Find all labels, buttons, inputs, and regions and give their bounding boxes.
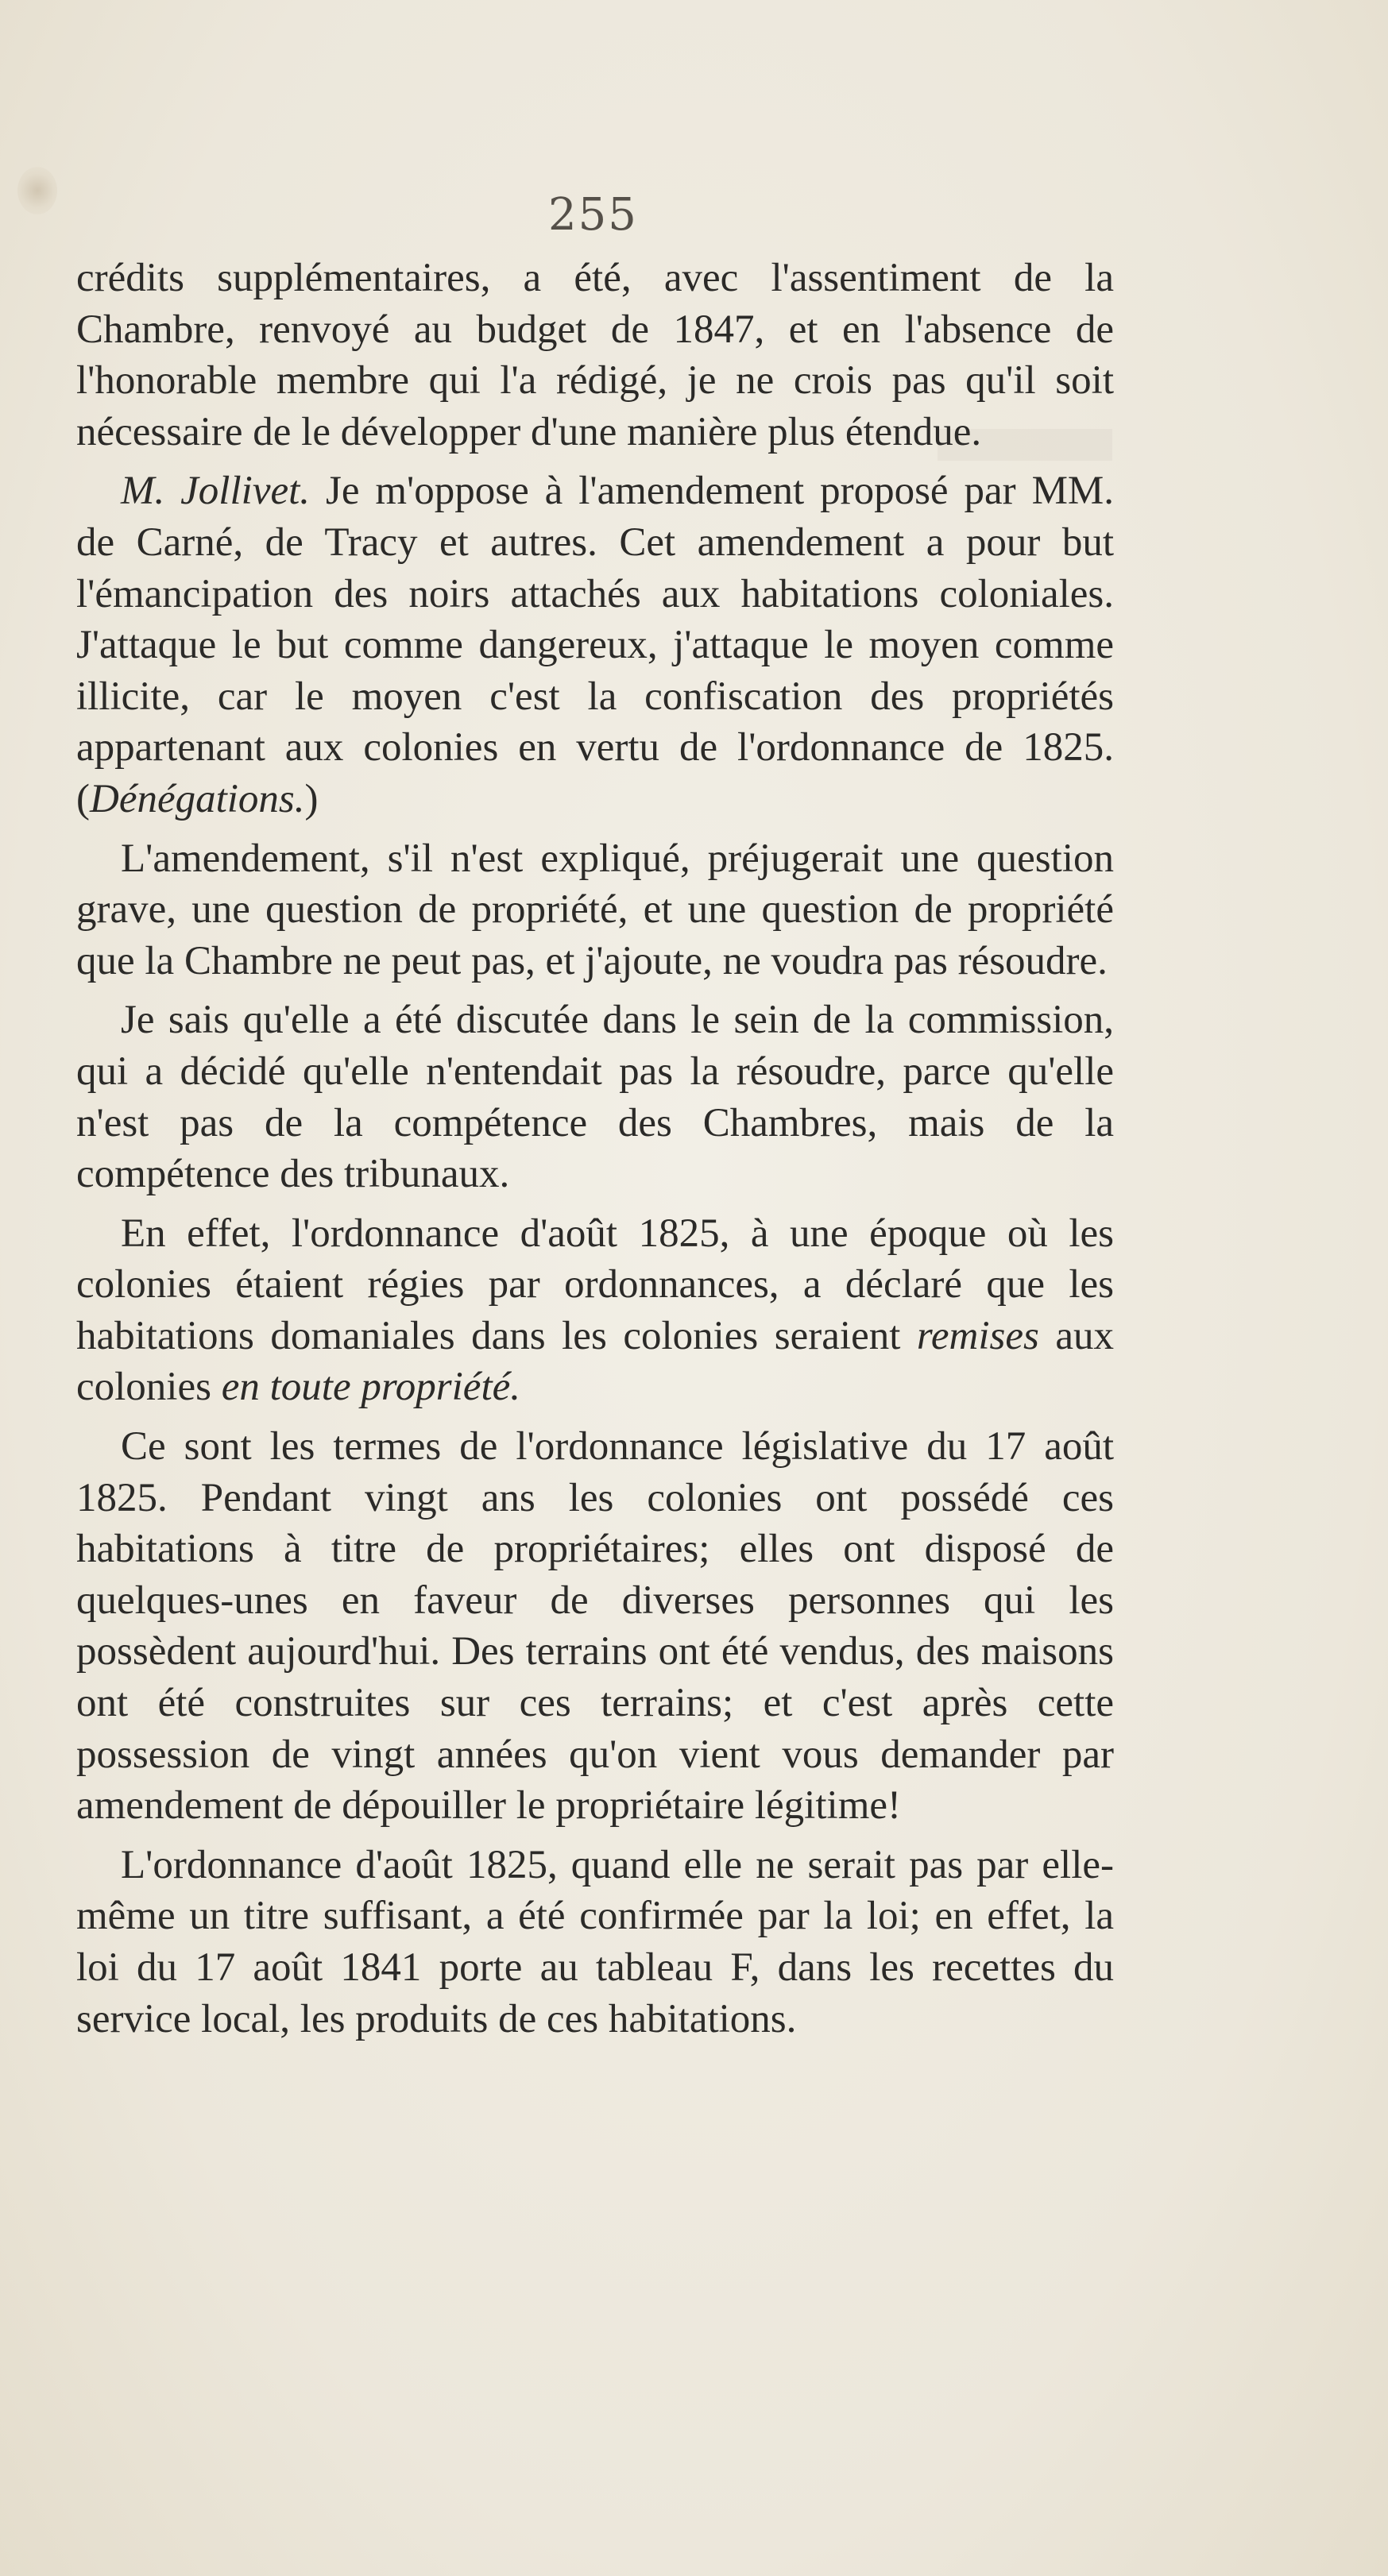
paragraph-ordonnance — [76, 1208, 1114, 1413]
emphasis-remises: remises — [916, 1313, 1039, 1358]
page-number: 255 — [548, 189, 638, 241]
paragraph-commission: Je sais qu'elle a été discutée dans le sein de la commission, qui a décidé qu'elle n'entendait pas la résoudre, parce qu'elle n'est pas de la compétence des Chambres, mais de la compétence des tribunaux. — [76, 998, 1114, 1197]
emphasis-propriete: en toute propriété. — [221, 1365, 520, 1410]
ordonnance-text-b: aux colonies — [76, 1313, 1115, 1410]
body-text — [76, 253, 1114, 2045]
paragraph-amendement: L'amendement, s'il n'est expliqué, préjugerait une question grave, une question de propriété, et une question de propriété que la Chambre ne peut pas, et j'ajoute, ne voudra pas résoudre. — [76, 836, 1114, 983]
stage-direction: Dénégations. — [89, 776, 305, 821]
paragraph-loi: L'ordonnance d'août 1825, quand elle ne serait pas par elle-même un titre suffisant, a été confirmée par la loi; en effet, la loi du 17 août 1841 porte au tableau F, dans les recettes du service local, les produits de ces habitations. — [76, 1842, 1114, 2041]
paper-stain — [17, 167, 57, 214]
speaker-name: M. Jollivet. — [121, 469, 311, 514]
paragraph-termes: Ce sont les termes de l'ordonnance législative du 17 août 1825. Pendant vingt ans les colonies ont possédé ces habitations à titre de propriétaires; elles ont disposé de quelques-unes en faveur de diverses personnes qui les possèdent aujourd'hui. Des terrains ont été vendus, des maisons ont été construites sur ces terrains; et c'est après cette possession de vingt années qu'on vient vous demander par amendement de dépouiller le propriétaire légitime! — [76, 1424, 1114, 1829]
speech-text: Je m'oppose à l'amendement proposé par MM. de Carné, de Tracy et autres. Cet amendement a pour but l'émancipation des noirs attachés aux habitations coloniales. J'attaque le but comme dangereux, j'attaque le moyen comme illicite, car le moyen c'est la confiscation des propriétés appartenant aux colonies en vertu de l'ordonnance de 1825. ( — [76, 469, 1115, 821]
paragraph-jollivet — [76, 465, 1114, 825]
ordonnance-text-a: En effet, l'ordonnance d'août 1825, à une époque où les colonies étaient régies par ordonnances, a déclaré que les habitations domaniales dans les colonies seraient — [76, 1211, 1114, 1358]
paragraph-continuation: crédits supplémentaires, a été, avec l'assentiment de la Chambre, renvoyé au budget de 1847, et en l'absence de l'honorable membre qui l'a rédigé, je ne crois pas qu'il soit nécessaire de le développer d'une manière plus étendue. — [76, 256, 1114, 454]
closing-paren: ) — [304, 776, 319, 821]
